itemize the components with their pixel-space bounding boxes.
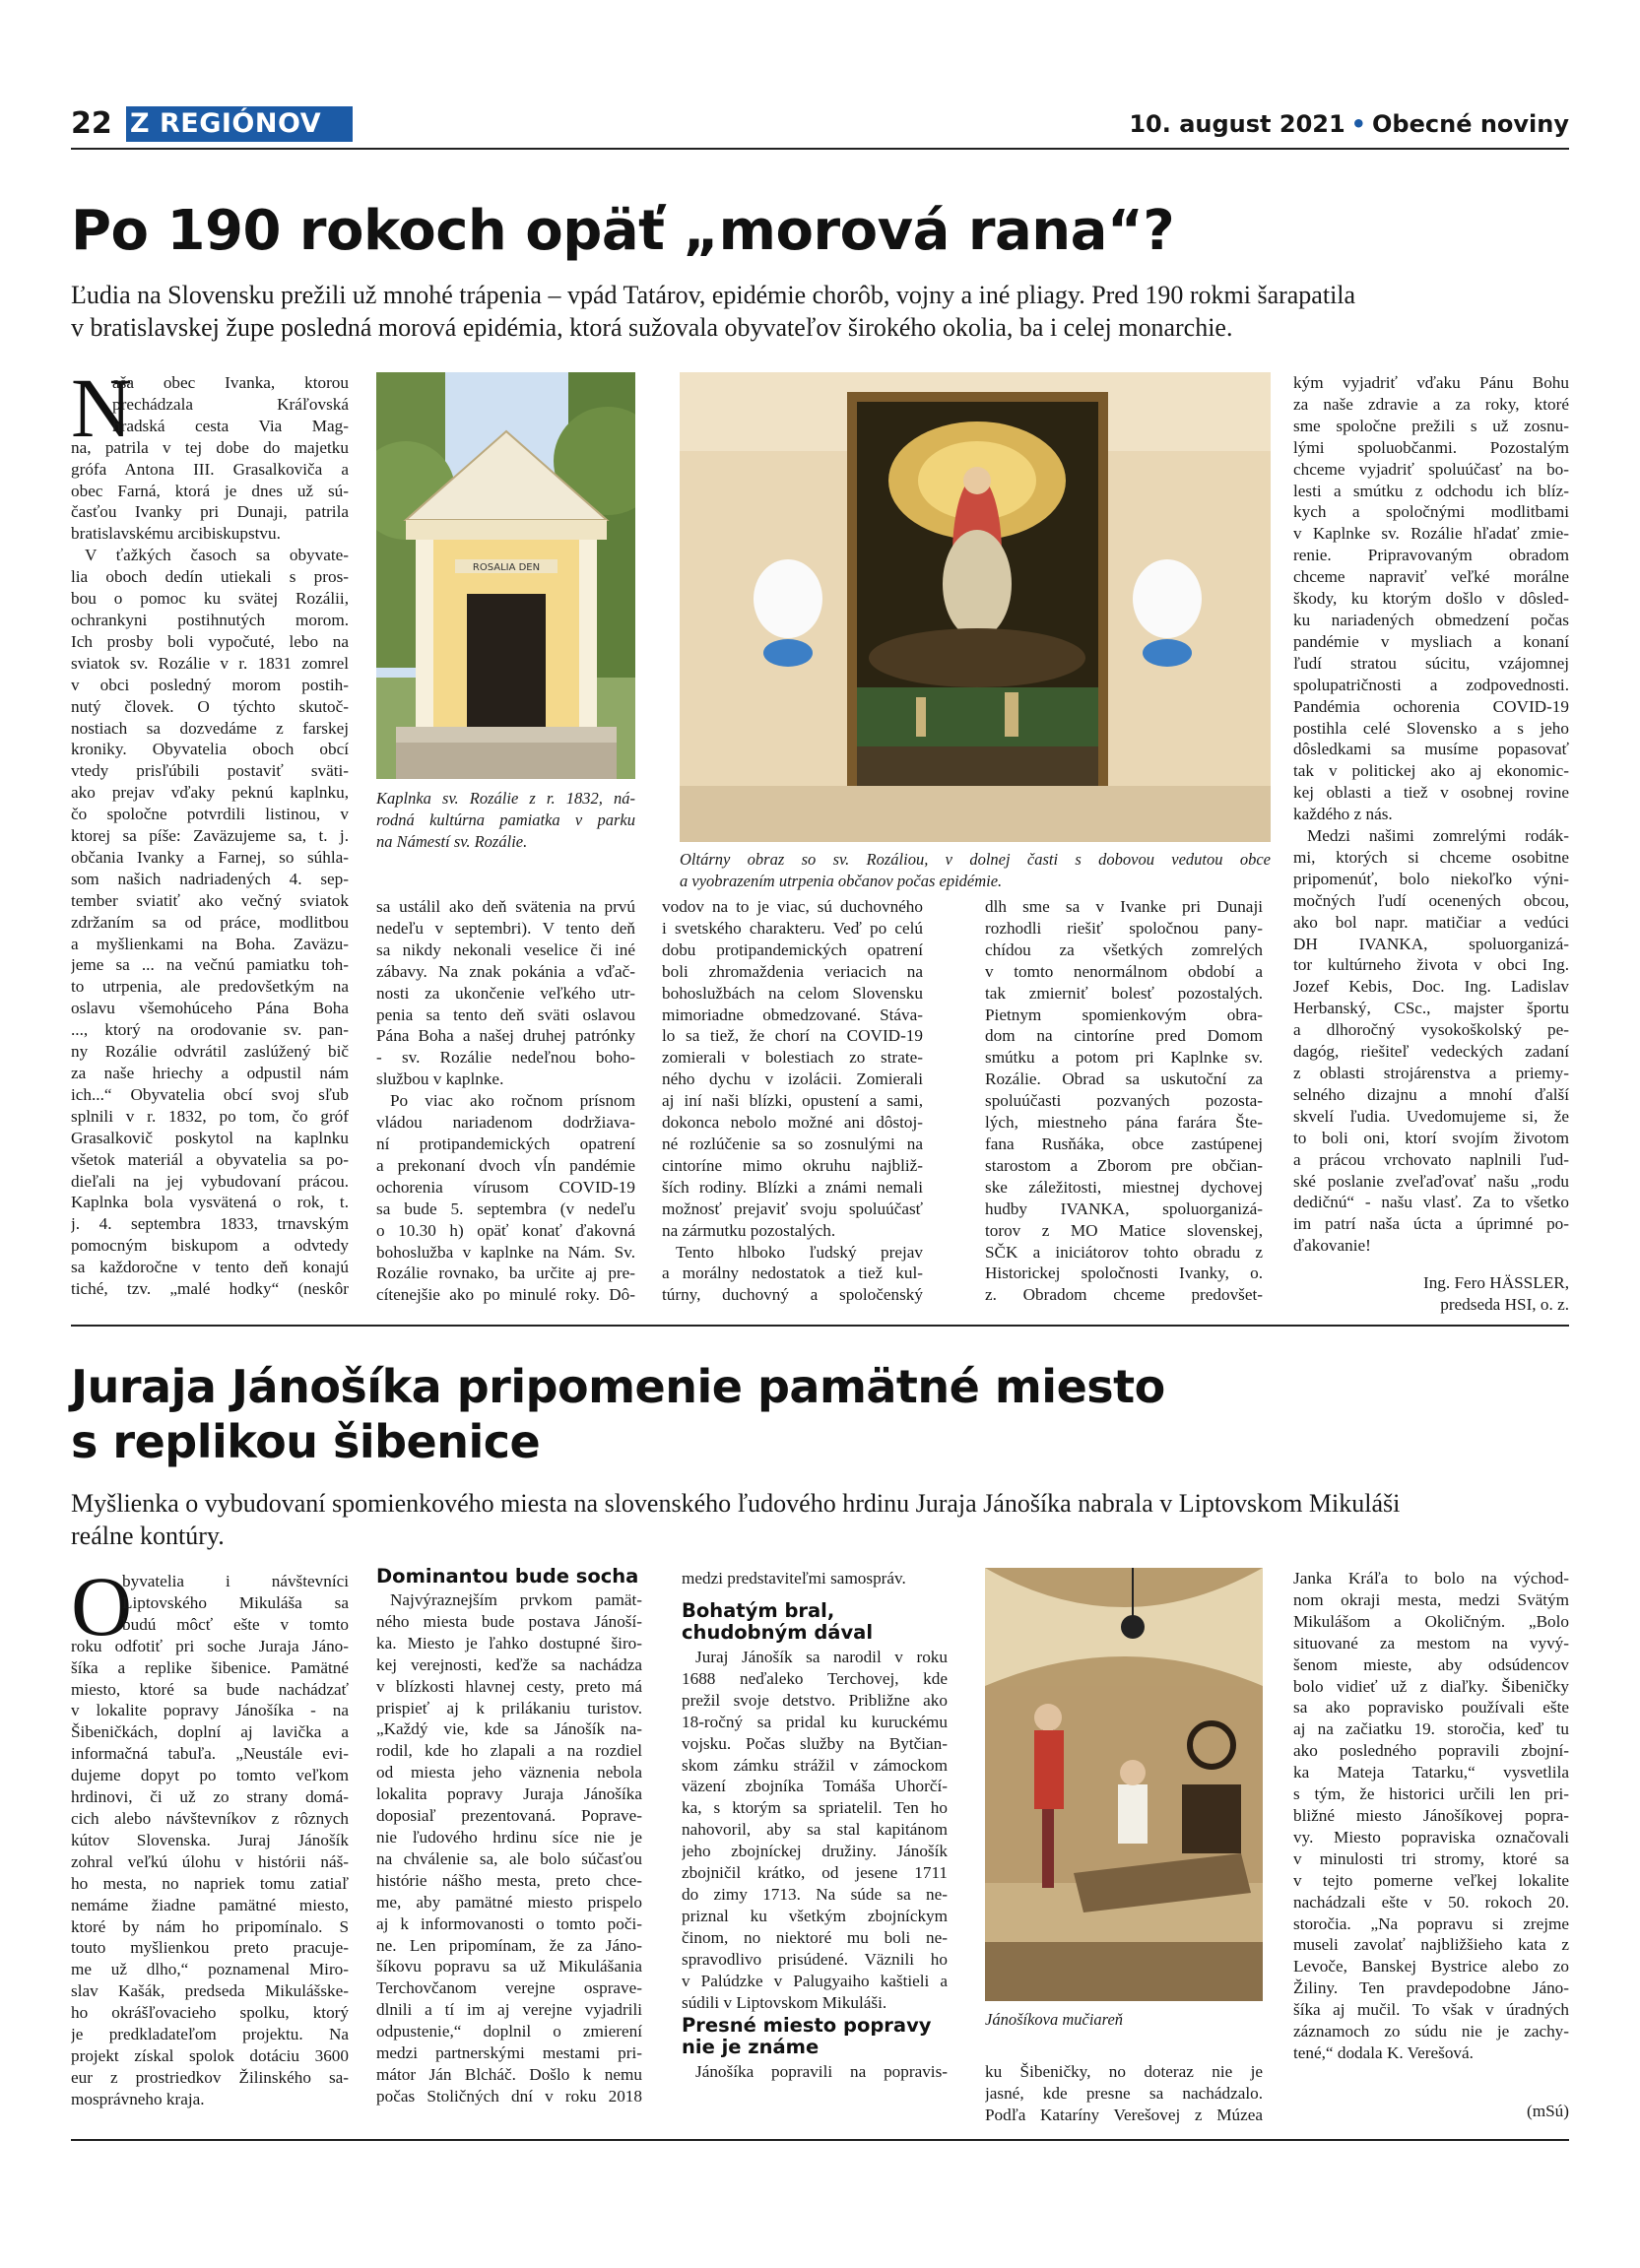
article2-col5-line: situované za mestom na vyvý- xyxy=(1293,1633,1569,1652)
lead-line: v bratislavskej župe posledná morová epidémia, ktorá sužovala obyvateľov širokého okolia, ba i celej monarchie. xyxy=(71,313,1233,342)
article1-col5-line: skvelí ľudia. Uvedomujeme si, že xyxy=(1293,1106,1569,1126)
article2-col5-line: s tým, že historici určili len pri- xyxy=(1293,1784,1569,1804)
article1-col4-line: rozhodli riešiť spoločnou pany- xyxy=(985,918,1263,938)
article2-col4-line: jasné, kde presne sa nachádzalo. xyxy=(985,2083,1263,2103)
article1-col5-line: Pandémia ochorenia COVID-19 xyxy=(1293,696,1569,716)
article2-col2-line: šíkovu popravu sa už Mikulášania xyxy=(376,1957,642,1976)
article1-col2-line: sa bude 5. septembra (v nedeľu xyxy=(376,1199,635,1218)
article1-col5-line: Medzi našimi zomrelými rodák- xyxy=(1307,826,1569,846)
subhead-line: Bohatým bral, xyxy=(682,1599,835,1622)
article1-col5-line: ľudí stratou súcitu, vzájomnej xyxy=(1293,653,1569,673)
article1-col3-line: aj iní naši blízki, opustení a sami, xyxy=(662,1091,923,1111)
article1-col1-line: oslavu všemohúceho Pána Boha xyxy=(71,999,349,1018)
article1-col1-line: sa každoročne v tento deň konajú xyxy=(71,1258,349,1277)
article2-col3-line: do zimy 1713. Na súde sa ne- xyxy=(682,1884,948,1904)
article2-col5-line: Mikulášom a Okoličným. „Bolo xyxy=(1293,1611,1569,1631)
article1-col1-line: sviatok sv. Rozálie v r. 1831 zomrel xyxy=(71,653,349,673)
article1-col4-line: Historickej spoločnosti Ivanky, o. xyxy=(985,1264,1263,1283)
article1-col3-line: možnosť prejaviť svoju spoluúčasť xyxy=(662,1199,923,1218)
article1-lead xyxy=(71,279,1569,344)
article2-col3-line: 1688 neďaleko Terchovej, kde xyxy=(682,1668,948,1688)
chapel-photo xyxy=(376,372,635,779)
article2-col5-line: vy. Miesto popraviska označovali xyxy=(1293,1827,1569,1847)
article1-col3-line: a morálny nedostatok a tiež kul- xyxy=(662,1264,923,1283)
article2-col2-line: medzi partnerskými mestami pri- xyxy=(376,2043,642,2063)
article2-col5-line: Levoče, Banskej Bystrice alebo zo xyxy=(1293,1957,1569,1976)
signature-line: (mSú) xyxy=(1527,2102,1569,2120)
article2-col1-line: touto myšlienkou preto pracuje- xyxy=(71,1938,349,1958)
article2-col2-line: na chválenie sa, ale bolo súčasťou xyxy=(376,1848,642,1868)
article1-col1-line: ny Rozálie odvrátil zaslúžený bič xyxy=(71,1042,349,1062)
article1-col4-line: z. Obradom chceme predovšet- xyxy=(985,1285,1263,1305)
article2-col1-line: informačná tabuľa. „Neustále evi- xyxy=(71,1744,349,1764)
article1-col1-line: ktorej sa píše: Zaväzujeme sa, t. j. xyxy=(71,826,349,846)
signature-line: Ing. Fero HÄSSLER, xyxy=(1422,1273,1569,1292)
article2-col1-line: mosprávneho kraja. xyxy=(71,2089,205,2108)
article2-col5-line: Janka Kráľa to bolo na východ- xyxy=(1293,1569,1569,1588)
article1-col1-line: tiché, tzv. „malé hodky“ (neskôr xyxy=(71,1279,349,1299)
chapel-caption xyxy=(376,788,635,853)
article1-col5-line: pripomenúť, bolo niekoľko výni- xyxy=(1293,869,1569,888)
article1-col4-line: hudby IVANKA, spoluorganizá- xyxy=(985,1199,1263,1218)
article1-col1-line: bratislavskému arcibiskupstvu. xyxy=(71,524,281,544)
article1-col3-line: dokonca nebolo možné ani dôstoj- xyxy=(662,1113,923,1133)
page-number: 22 xyxy=(71,106,112,141)
article1-col4-line: Rozálie. Obrad sa uskutoční za xyxy=(985,1069,1263,1089)
article2-col5-line: nom okraji mesta, medzi Svätým xyxy=(1293,1589,1569,1609)
article2-col5-line: šenom mieste, aby odsúdencov xyxy=(1293,1654,1569,1674)
article1-col5-line: lými spoluobčanmi. Pozostalým xyxy=(1293,437,1569,457)
section-label: Z REGIÓNOV xyxy=(126,106,353,142)
article1-col1-line: lia oboch dedín utiekali s pros- xyxy=(71,567,349,587)
subhead-bohatym xyxy=(682,1600,948,1644)
article1-col5-line: kým vyjadriť vďaku Pánu Bohu xyxy=(1293,373,1569,392)
article2-col1-line: ktoré by nám ho pripomínalo. S xyxy=(71,1916,349,1936)
article1-col1-line: V ťažkých časoch sa obyvate- xyxy=(85,546,349,565)
article1-col4-line: SČK a iniciátorov tohto obradu z xyxy=(985,1242,1263,1262)
article2-column-3-middle xyxy=(682,1647,948,2013)
article2-column-4-bottom xyxy=(985,2061,1263,2126)
article1-col5-line: chceme napraviť veľké morálne xyxy=(1293,567,1569,587)
article1-col5-line: to boli oni, ktorí svojím životom xyxy=(1293,1128,1569,1147)
article1-col5-line: mi, ktorých si chceme osobitne xyxy=(1293,847,1569,867)
headline-line: s replikou šibenice xyxy=(71,1415,541,1468)
article2-col1-line: dujeme dopyt po tomto veľkom xyxy=(71,1766,349,1785)
article2-col2-line: me, aby pamätné miesto prispelo xyxy=(376,1892,642,1912)
article2-col1-line: me už dlho,“ poznamenal Miro- xyxy=(71,1960,349,1979)
article2-col1-line: slav Kašák, predseda Mikulášske- xyxy=(71,1981,349,2001)
article2-col1-line: cich alebo návštevníkov z rôznych xyxy=(71,1808,349,1828)
article2-col3-line: v Palúdzke v Palugyaiho kaštieli a xyxy=(682,1971,948,1990)
article2-col1-line: v lokalite popravy Jánošíka - na xyxy=(71,1701,349,1720)
article1-col1-line: nutý človek. O týchto skutoč- xyxy=(71,696,349,716)
article1-col5-line: a dlhoročný vysokoškolský pe- xyxy=(1293,1020,1569,1040)
article1-col3-line: vodov na to je viac, sú duchovného xyxy=(662,897,923,916)
article2-col2-line: Najvýraznejším prvkom pamät- xyxy=(390,1590,642,1609)
article2-column-3-top xyxy=(682,1568,948,1589)
article1-col1-line: tember sviatiť ako večný sviatok xyxy=(71,890,349,910)
article1-col4-line: ske záležitosti, miestnej dychovej xyxy=(985,1177,1263,1197)
page-bottom-rule xyxy=(71,2139,1569,2141)
article1-col4-line: lých, miestneho pána farára Šte- xyxy=(985,1113,1263,1133)
article1-col3-line: na zármutku pozostalých. xyxy=(662,1220,836,1240)
torture-chamber-photo xyxy=(985,1568,1263,2001)
article1-col5-line: Herbanský, CSc., majster športu xyxy=(1293,999,1569,1018)
article2-col2-line: kej verejnosti, keďže sa nachádza xyxy=(376,1654,642,1674)
header-rule xyxy=(71,148,1569,150)
article1-col1-line: vtedy prisľúbili postaviť sväti- xyxy=(71,761,349,781)
article2-col5-line: šíka aj mučil. To však v úradných xyxy=(1293,2000,1569,2020)
article1-col2-line: nosti za ukončenie veľkého utr- xyxy=(376,983,635,1003)
article2-col5-line: sa ako popravisko používali ešte xyxy=(1293,1698,1569,1717)
article1-col5-line: postihla celé Slovensko a s jeho xyxy=(1293,718,1569,738)
article2-col3-line: vojsku. Počas služby na Bytčian- xyxy=(682,1733,948,1753)
article2-col1-line: eur z prostriedkov Žilinského sa- xyxy=(71,2067,349,2087)
article1-col2-line: vládou nariadenom dodržiava- xyxy=(376,1113,635,1133)
article1-col5-line: im patrí naša úcta a úprimné po- xyxy=(1293,1214,1569,1234)
article2-col1-line: roku odfotiť pri soche Juraja Jáno- xyxy=(71,1636,349,1655)
article2-col3-line: Jánošíka popravili na popravis- xyxy=(695,2062,948,2081)
article-divider xyxy=(71,1325,1569,1327)
article1-col1-line: jeme sa ... na večnú pamiatku toh- xyxy=(71,955,349,975)
article1-col1-line: čo spoločne potvrdili listinou, v xyxy=(71,805,349,824)
article1-col5-line: lesti a smútku z odchodu ich blíz- xyxy=(1293,481,1569,500)
article1-col1-line: za naše hriechy a odpustil nám xyxy=(71,1064,349,1082)
article2-dropcap: O xyxy=(71,1559,133,1653)
article1-col3-line: Tento hlboko ľudský prejav xyxy=(676,1242,923,1262)
article2-col5-line: ka Mateja Tatarku,“ vysvetlila xyxy=(1293,1763,1569,1782)
article1-col1-line: na, patrila v tej dobe do majetku xyxy=(71,437,349,457)
article2-col2-line: aj k informovanosti o tomto poči- xyxy=(376,1913,642,1933)
article2-col3-line: ka, s ktorým sa spriatelil. Ten ho xyxy=(682,1798,948,1818)
article1-col1-line: splnili v r. 1832, po tom, čo gróf xyxy=(71,1106,349,1126)
article2-col2-line: nie ľudového hrdinu síce nie je xyxy=(376,1827,642,1847)
article1-col3-line: boli zhromaždenia veriacich na xyxy=(662,961,923,981)
article1-col2-line: sa nikdy nekonali veselice či iné xyxy=(376,940,635,959)
article1-col3-line: ších rodiny. Blízki a známi nemali xyxy=(662,1177,923,1197)
article1-col5-line: dedičnú“ - našu vlasť. Za to všetko xyxy=(1293,1193,1569,1212)
article2-col2-line: Terchovčanom verejne osprave- xyxy=(376,1978,642,1998)
article2-col3-line: priznal ku všetkým zbojníckym xyxy=(682,1906,948,1925)
article2-col1-line: ho okrášľovacieho spolku, ktorý xyxy=(71,2003,349,2023)
header-separator: • xyxy=(1350,110,1367,138)
article1-col5-line: dôsledkami sa musíme popasovať xyxy=(1293,740,1569,759)
article1-col2-line: ochorenia vírusom COVID-19 xyxy=(376,1177,635,1197)
article1-col1-line: ako prejav vďaky peknú kaplnku, xyxy=(71,783,349,803)
caption-line: Oltárny obraz so sv. Rozáliou, v dolnej časti s dobovou vedutou obce xyxy=(680,850,1271,869)
issue-info xyxy=(1129,108,1569,140)
article2-col1-line: kútov Slovenska. Juraj Jánošík xyxy=(71,1830,349,1849)
headline-line: Juraja Jánošíka pripomenie pamätné miesto xyxy=(71,1360,1165,1413)
article2-col3-line: jeho zbojníckej družiny. Jánošík xyxy=(682,1842,948,1861)
article2-col1-line: je predkladateľom projektu. Na xyxy=(71,2025,349,2044)
article1-col1-line: prechádzala Kráľovská xyxy=(112,394,349,414)
article1-col5-line: v Kaplnke sv. Rozálie hľadať zmie- xyxy=(1293,524,1569,544)
article2-col5-line: ako posledného popravili zbojní- xyxy=(1293,1741,1569,1761)
article1-column-3 xyxy=(662,896,923,1306)
article1-col1-line: ..., ktorý na orodovanie sv. pan- xyxy=(71,1020,349,1040)
article2-col3-line: skom zámku strážil v zámockom xyxy=(682,1755,948,1775)
article1-column-2 xyxy=(376,896,635,1306)
article1-signature xyxy=(1293,1272,1569,1316)
article1-col5-line: za naše zdravie a za roky, ktoré xyxy=(1293,394,1569,414)
article2-col3-line: spravodlivo prisúdené. Väznili ho xyxy=(682,1949,948,1969)
article1-col1-line: Kaplnka bola vysvätená o rok, t. xyxy=(71,1193,349,1212)
issue-date: 10. august 2021 xyxy=(1129,110,1345,138)
publication-name: Obecné noviny xyxy=(1372,110,1569,138)
article2-column-2 xyxy=(376,1589,642,2107)
article2-col1-line: ho mesta, no napriek tomu zatiaľ xyxy=(71,1873,349,1893)
article2-col2-line: odpustenie,“ doplnil o zmierení xyxy=(376,2022,642,2041)
article1-col5-line: pandémie v mysliach a konaní xyxy=(1293,631,1569,651)
article1-col3-line: bohoslužbách na celom Slovensku xyxy=(662,983,923,1003)
article1-col1-line: občania Ivanky a Farnej, so súhla- xyxy=(71,847,349,867)
article1-col4-line: dlh sme sa v Ivanke pri Dunaji xyxy=(985,897,1263,916)
article1-col5-line: DH IVANKA, spoluorganizá- xyxy=(1293,934,1569,953)
article2-col1-line: miesto, ktoré sa bude nachádzať xyxy=(71,1679,349,1699)
article2-lead xyxy=(71,1487,1569,1552)
article2-col1-line: Liptovského Mikuláša sa xyxy=(122,1592,349,1612)
subhead-line: nie je známe xyxy=(682,2036,820,2058)
article2-col2-line: lokalita popravy Juraja Jánošíka xyxy=(376,1784,642,1804)
lead-line: Ľudia na Slovensku prežili už mnohé trápenia – vpád Tatárov, epidémie chorôb, vojny a iné pliagy. Pred 190 rokmi šarapatila xyxy=(71,281,1356,309)
article1-col1-line: grófa Antona III. Grasalkoviča a xyxy=(71,459,349,479)
article1-col4-line: chídou za všetkých zomrelých xyxy=(985,940,1263,959)
article1-col5-line: dagóg, riešiteľ vedeckých zadaní xyxy=(1293,1042,1569,1062)
article2-col1-line: Šibeničkách, doplní aj lavička a xyxy=(71,1722,349,1742)
article2-col1-line: byvatelia i návštevníci xyxy=(122,1572,349,1590)
article2-col1-line: šíka a replike šibenice. Pamätné xyxy=(71,1657,349,1677)
article2-col1-line: projekt získal spolok dotáciu 3600 xyxy=(71,2045,349,2065)
article2-col2-line: ne. Len pripomínam, že za Jáno- xyxy=(376,1935,642,1955)
article1-col3-line: mimoriadne obmedzované. Stáva- xyxy=(662,1004,923,1024)
article1-col2-line: sa ustálil ako deň svätenia na prvú xyxy=(376,897,635,916)
article2-col3-line: činom, no niektoré mu boli ne- xyxy=(682,1927,948,1947)
article1-col5-line: sme spoločne prežili s už zosnu- xyxy=(1293,416,1569,435)
article2-col2-line: mátor Ján Blcháč. Došlo k nemu xyxy=(376,2064,642,2084)
article2-col3-line: nahovoril, aby sa stal kapitánom xyxy=(682,1820,948,1840)
article1-col5-line: selného dizajnu a mnohí ďalší xyxy=(1293,1084,1569,1104)
article1-col4-line: torov z MO Matice slovenskej, xyxy=(985,1220,1263,1240)
altar-painting-photo xyxy=(680,372,1271,842)
article1-col2-line: zábavy. Na znak pokánia a vďač- xyxy=(376,961,635,981)
article1-col3-line: dobu protipandemických opatrení xyxy=(662,940,923,959)
article1-col4-line: fana Rusňáka, obce zastúpenej xyxy=(985,1134,1263,1153)
subhead-presne-miesto xyxy=(682,2015,948,2058)
article2-col5-line: tené,“ dodala K. Verešová. xyxy=(1293,2042,1474,2062)
article1-col1-line: j. 4. septembra 1833, trnavským xyxy=(71,1214,349,1234)
article1-col1-line: kroniky. Obyvatelia oboch obcí xyxy=(71,740,349,759)
article1-col3-line: cintoríne mimo okruhu najbliž- xyxy=(662,1155,923,1175)
article1-col1-line: to utrpenia, ale predovšetkým na xyxy=(71,977,349,997)
article1-col5-line: ku nariadených obmedzení počas xyxy=(1293,610,1569,629)
article1-col3-line: lo sa tiež, že chorí na COVID-19 xyxy=(662,1026,923,1046)
article2-signature xyxy=(1293,2101,1569,2122)
article1-col1-line: dieľali na jej vybudovaní prácou. xyxy=(71,1171,349,1191)
article1-col2-line: cítenejšie ako po minulé roky. Dô- xyxy=(376,1285,635,1305)
article2-col3-line: súdili v Liptovskom Mikuláši. xyxy=(682,1992,887,2012)
article2-column-3-bottom xyxy=(682,2061,948,2083)
article2-col1-line: zohral veľkú úlohu v histórii náš- xyxy=(71,1851,349,1871)
article1-col2-line: - sv. Rozálie nedeľnou boho- xyxy=(376,1048,635,1068)
article1-col5-line: chceme vyjadriť spoluúčasť na bo- xyxy=(1293,459,1569,479)
article1-col1-line: časťou Ivanky pri Dunaji, patrila xyxy=(71,502,349,522)
lead-line: Myšlienka o vybudovaní spomienkového miesta na slovenského ľudového hrdinu Juraja Jánošíka nabrala v Liptovskom Mikuláši xyxy=(71,1489,1401,1518)
article1-col3-line: né rozlúčenie sa so zosnulými na xyxy=(662,1134,923,1153)
article1-col4-line: spoluúčasti pozvaných pozosta- xyxy=(985,1091,1263,1111)
article2-col4-line: ku Šibeničky, no doteraz nie je xyxy=(985,2062,1263,2081)
article2-col5-line: bolo vidieť už z diaľky. Šibeničky xyxy=(1293,1676,1569,1696)
article1-col4-line: Pietnym spomienkovým obra- xyxy=(985,1004,1263,1024)
article2-col5-line: nachádzali ešte v 50. rokoch 20. xyxy=(1293,1892,1569,1912)
article1-col5-line: každého z nás. xyxy=(1293,805,1393,824)
article2-col5-line: záznamoch zo súdu nie je zachy- xyxy=(1293,2022,1569,2041)
subhead-line: Presné miesto popravy xyxy=(682,2014,932,2037)
article2-col3-line: medzi predstaviteľmi samospráv. xyxy=(682,1569,906,1588)
article2-col2-line: histórie nášho mesta, preto chce- xyxy=(376,1870,642,1890)
article1-column-5 xyxy=(1293,372,1569,1257)
article2-col2-line: doposiaľ prezentovaná. Poprave- xyxy=(376,1806,642,1826)
article1-col1-line: všetok materiál a obyvatelia sa po- xyxy=(71,1149,349,1169)
article2-col2-line: ka. Miesto je ľahko dostupné širo- xyxy=(376,1633,642,1652)
article1-col5-line: spolupatričnosti a zodpovednosti. xyxy=(1293,675,1569,694)
article2-col3-line: väzení zbojníka Tomáša Uhorčí- xyxy=(682,1777,948,1796)
article1-col2-line: bohoslužba v kaplnke na Nám. Sv. xyxy=(376,1242,635,1262)
article1-col1-line: som našich nadriadených 4. sep- xyxy=(71,869,349,888)
article2-col2-line: prispieť aj k prilákaniu turistov. xyxy=(376,1698,642,1717)
article2-col5-line: museli zavolať najbližšieho kata z xyxy=(1293,1935,1569,1955)
article1-col1-line: ochrankyni postihnutých morom. xyxy=(71,610,349,629)
article1-col2-line: službou v kaplnke. xyxy=(376,1069,504,1089)
caption-line: rodná kultúrna pamiatka v parku xyxy=(376,810,635,829)
article2-col3-line: prežil svoje detstvo. Približne ako xyxy=(682,1690,948,1710)
article1-col5-line: a prácou vrchovato naplnili ľud- xyxy=(1293,1149,1569,1169)
article2-col2-line: „Každý vie, kde sa Jánošík na- xyxy=(376,1719,642,1739)
article1-col1-line: a myšlienkami na Boha. Zaväzu- xyxy=(71,934,349,953)
article1-col1-line: pomocným biskupom a odvtedy xyxy=(71,1236,349,1256)
signature-line: predseda HSI, o. z. xyxy=(1440,1294,1569,1314)
article1-col4-line: v tomto nenormálnom období a xyxy=(985,961,1263,981)
article2-col5-line: storočia. „Na popravu si zrejme xyxy=(1293,1913,1569,1933)
article1-column-1 xyxy=(71,372,349,1300)
article1-col1-line: Ich prosby boli vypočuté, lebo na xyxy=(71,631,349,651)
article1-col2-line: Po viac ako ročnom prísnom xyxy=(390,1091,635,1111)
article1-col3-line: túrny, duchovný a spoločenský xyxy=(662,1285,923,1305)
torture-chamber-caption xyxy=(985,2009,1263,2031)
article2-col3-line: zbojničil krátko, od jesene 1711 xyxy=(682,1863,948,1883)
article1-col2-line: Rozálie rovnako, ba určite aj pre- xyxy=(376,1264,635,1283)
article2-column-1 xyxy=(71,1571,349,2110)
article1-col1-line: bou o pomoc ku svätej Rozálii, xyxy=(71,589,349,609)
article1-col3-line: i svetského charakteru. Veď po celú xyxy=(662,918,923,938)
subhead-line: chudobným dával xyxy=(682,1621,874,1644)
article1-col2-line: ní protipandemických opatrení xyxy=(376,1134,635,1153)
article1-col2-line: nedeľu v septembri). V tento deň xyxy=(376,918,635,938)
article2-col5-line: aj na začiatku 19. storočia, keď tu xyxy=(1293,1719,1569,1739)
article1-col2-line: a prekonaní dvoch vĺn pandémie xyxy=(376,1155,635,1175)
article1-col4-line: starostom a Zborom pre občian- xyxy=(985,1155,1263,1175)
article1-column-4 xyxy=(985,896,1263,1306)
article1-col5-line: ako bol napr. matičiar a vedúci xyxy=(1293,912,1569,932)
article1-col2-line: Pána Boha a našej druhej patrónky xyxy=(376,1026,635,1046)
article1-col5-line: tak v politickej ako aj ekonomic- xyxy=(1293,761,1569,781)
article1-col5-line: ské poslanie zveľaďovať našu „rodu xyxy=(1293,1171,1569,1191)
subhead-socha xyxy=(376,1566,642,1588)
article2-col2-line: počas Stoličných dní v roku 2018 xyxy=(376,2086,642,2106)
subhead-line: Dominantou bude socha xyxy=(376,1565,639,1588)
article1-col4-line: smútku a potom pri Kaplnke sv. xyxy=(985,1048,1263,1068)
caption-line: Jánošíkova mučiareň xyxy=(985,2010,1124,2029)
article2-col2-line: dlnili a tí im aj verejne vyjadrili xyxy=(376,2000,642,2020)
article2-col3-line: Juraj Jánošík sa narodil v roku xyxy=(695,1648,948,1666)
article1-col5-line: škody, ku ktorým došlo v dôsled- xyxy=(1293,589,1569,609)
altar-caption xyxy=(680,849,1271,892)
article2-headline xyxy=(71,1359,1165,1469)
caption-line: a vyobrazením utrpenia občanov počas epidémie. xyxy=(680,872,1003,890)
article1-col1-line: nostiach sa dozvedáme z farskej xyxy=(71,718,349,738)
article2-col4-line: Podľa Kataríny Verešovej z Múzea xyxy=(985,2105,1263,2124)
article2-col2-line: rodil, kde ho zlapali a na rozdiel xyxy=(376,1741,642,1761)
article2-col2-line: ného miesta bude postava Jánoší- xyxy=(376,1611,642,1631)
article1-col5-line: močných ľudí ocenených obcou, xyxy=(1293,890,1569,910)
article1-col5-line: Jozef Kebis, Doc. Ing. Ladislav xyxy=(1293,977,1569,997)
article2-col1-line: nemáme žiadne pamätné miesto, xyxy=(71,1895,349,1914)
article1-col4-line: dom na cintoríne pred Domom xyxy=(985,1026,1263,1046)
article1-col5-line: renie. Pripravovaným obradom xyxy=(1293,546,1569,565)
article1-col5-line: kej oblasti a tiež v osobnej rovine xyxy=(1293,783,1569,803)
article1-col5-line: z oblasti strojárenstva a priemy- xyxy=(1293,1064,1569,1082)
article2-col5-line: v minulosti tri stromy, ktoré sa xyxy=(1293,1848,1569,1868)
lead-line: reálne kontúry. xyxy=(71,1522,225,1550)
article1-col1-line: zdržaním sa od práce, modlitbou xyxy=(71,912,349,932)
article1-col5-line: ďakovanie! xyxy=(1293,1236,1371,1256)
article1-dropcap: N xyxy=(71,360,133,455)
article1-col1-line: aša obec Ivanka, ktorou xyxy=(112,373,349,392)
article1-col5-line: kych a spoločnými modlitbami xyxy=(1293,502,1569,522)
article2-col5-line: bližné miesto Jánošíkovej popra- xyxy=(1293,1805,1569,1825)
article1-col2-line: penia sa tento deň sväti oslavou xyxy=(376,1004,635,1024)
article1-col5-line: tor kultúrneho života v obci Ing. xyxy=(1293,955,1569,975)
article1-col3-line: ného dychu v izolácii. Zomierali xyxy=(662,1069,923,1089)
article2-column-5 xyxy=(1293,1568,1569,2064)
article2-col5-line: v tejto pomerne veľkej lokalite xyxy=(1293,1870,1569,1890)
article1-col1-line: v obci posledný morom postih- xyxy=(71,675,349,694)
article1-col1-line: Grasalkovič poskytol na kaplnku xyxy=(71,1128,349,1147)
chapel-sign: ROSALIA DEN xyxy=(472,562,541,573)
article2-col5-line: Žiliny. Ten pravdepodobne Jáno- xyxy=(1293,1978,1569,1998)
caption-line: Kaplnka sv. Rozálie z r. 1832, ná- xyxy=(376,789,635,808)
article1-col1-line: ich...“ Obyvatelia obcí svoj sľub xyxy=(71,1084,349,1104)
article1-col1-line: hradská cesta Via Mag- xyxy=(112,416,349,435)
article2-col1-line: hrdinovi, či už zo strany domá- xyxy=(71,1787,349,1807)
article2-col3-line: 18-ročný sa pridal ku kuruckému xyxy=(682,1712,948,1731)
article1-col4-line: tak zmierniť bolesť pozostalých. xyxy=(985,983,1263,1003)
article2-col2-line: od miesta jeho väznenia nebola xyxy=(376,1763,642,1782)
article1-headline: Po 190 rokoch opäť „morová rana“? xyxy=(71,199,1175,263)
article1-col3-line: zomierali v bolestiach zo strate- xyxy=(662,1048,923,1068)
article1-col1-line: obec Farná, ktorá je dnes už sú- xyxy=(71,481,349,500)
article2-col1-line: budú môcť ešte v tomto xyxy=(122,1614,349,1634)
caption-line: na Námestí sv. Rozálie. xyxy=(376,832,528,851)
article1-col2-line: o 10.30 h) opäť konať ďakovná xyxy=(376,1220,635,1240)
article2-col2-line: v blízkosti hlavnej cesty, preto má xyxy=(376,1676,642,1696)
